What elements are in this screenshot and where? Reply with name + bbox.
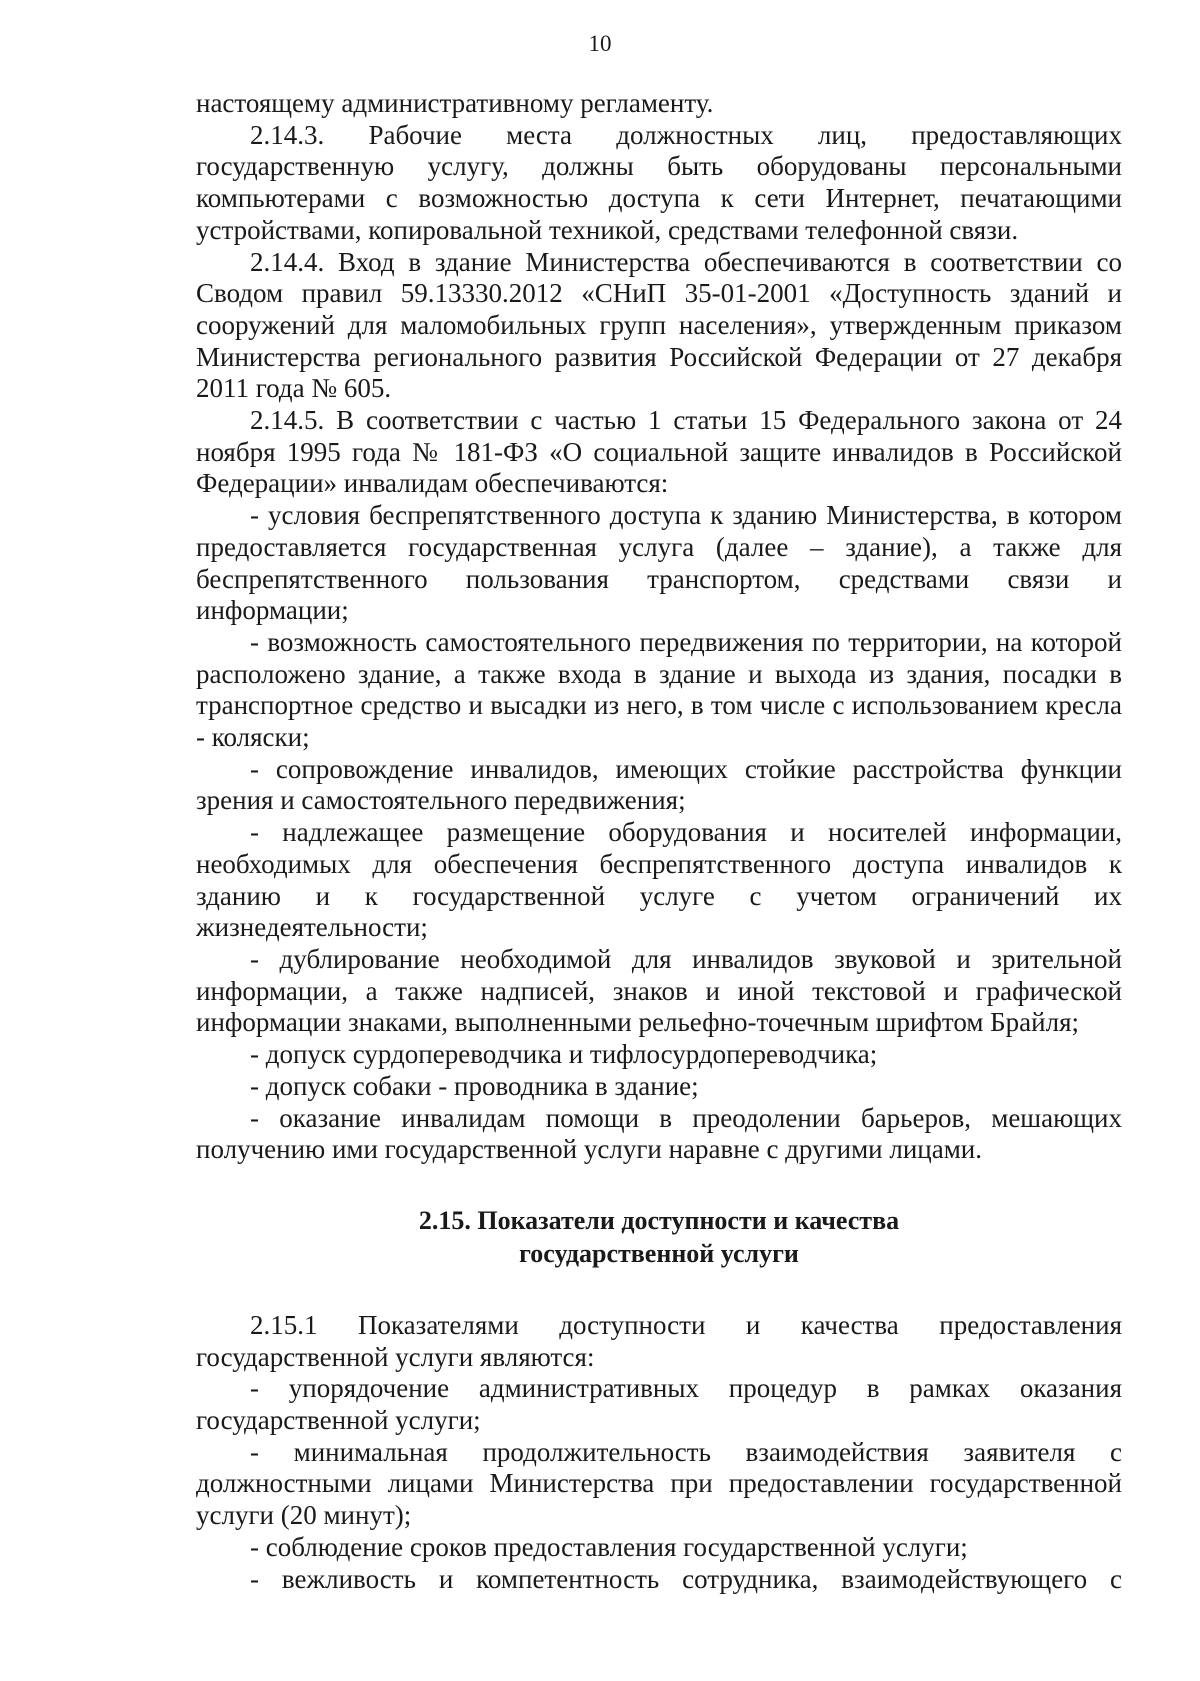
- list-item: - упорядочение административных процедур в рамках оказания государственной услуги;: [196, 1373, 1122, 1436]
- list-item: - условия беспрепятственного доступа к зданию Министерства, в котором предоставляется государственная услуга (далее – здание), а также для беспрепятственного пользования транспортом, средствами связи и информации;: [196, 500, 1122, 626]
- list-item: - сопровождение инвалидов, имеющих стойкие расстройства функции зрения и самостоятельного передвижения;: [196, 753, 1122, 816]
- page-body: [196, 88, 1122, 1595]
- list-item: - вежливость и компетентность сотрудника, взаимодействующего с: [250, 1563, 1122, 1594]
- list-item: - допуск собаки - проводника в здание;: [250, 1070, 699, 1101]
- section-spacer: [196, 1270, 1122, 1310]
- section-title-line-1: 2.15. Показатели доступности и качества: [418, 1205, 900, 1235]
- paragraph: 2.15.1 Показателями доступности и качества предоставления государственной услуги являются:: [196, 1309, 1122, 1372]
- section-title-line-2: государственной услуги: [519, 1238, 799, 1268]
- page-number: 10: [588, 31, 612, 56]
- list-item: - дублирование необходимой для инвалидов звуковой и зрительной информации, а также надписей, знаков и иной текстовой и графической информации знаками, выполненными рельефно-точечным шрифтом Брайля;: [196, 943, 1122, 1038]
- list-item: - минимальная продолжительность взаимодействия заявителя с должностными лицами Министерства при предоставлении государственной услуги (20 минут);: [196, 1436, 1122, 1531]
- list-item: - возможность самостоятельного передвижения по территории, на которой расположено здание, а также входа в здание и выхода из здания, посадки в транспортное средство и высадки из него, в том числе с использованием кресла - коляски;: [196, 626, 1122, 753]
- list-item: - соблюдение сроков предоставления государственной услуги;: [250, 1531, 968, 1562]
- list-item: - оказание инвалидам помощи в преодолении барьеров, мешающих получению ими государственной услуги наравне с другими лицами.: [196, 1102, 1122, 1165]
- section-spacer: [196, 1166, 1122, 1204]
- list-item: - допуск сурдопереводчика и тифлосурдопереводчика;: [250, 1039, 878, 1070]
- paragraph: настоящему административному регламенту.: [196, 88, 714, 118]
- paragraph: 2.14.5. В соответствии с частью 1 статьи 15 Федерального закона от 24 ноября 1995 года № 181-ФЗ «О социальной защите инвалидов в Российской Федерации» инвалидам обеспечиваются:: [196, 405, 1122, 499]
- paragraph: 2.14.3. Рабочие места должностных лиц, предоставляющих государственную услугу, должны быть оборудованы персональными компьютерами с возможностью доступа к сети Интернет, печатающими устройствами, копировальной техникой, средствами телефонной связи.: [196, 119, 1122, 245]
- paragraph: 2.14.4. Вход в здание Министерства обеспечиваются в соответствии со Сводом правил 59.13330.2012 «СНиП 35-01-2001 «Доступность зданий и сооружений для маломобильных групп населения», утвержденным приказом Министерства регионального развития Российской Федерации от 27 декабря 2011 года № 605.: [196, 246, 1122, 404]
- list-item: - надлежащее размещение оборудования и носителей информации, необходимых для обеспечения беспрепятственного доступа инвалидов к зданию и к государственной услуге с учетом ограничений их жизнедеятельности;: [196, 817, 1122, 943]
